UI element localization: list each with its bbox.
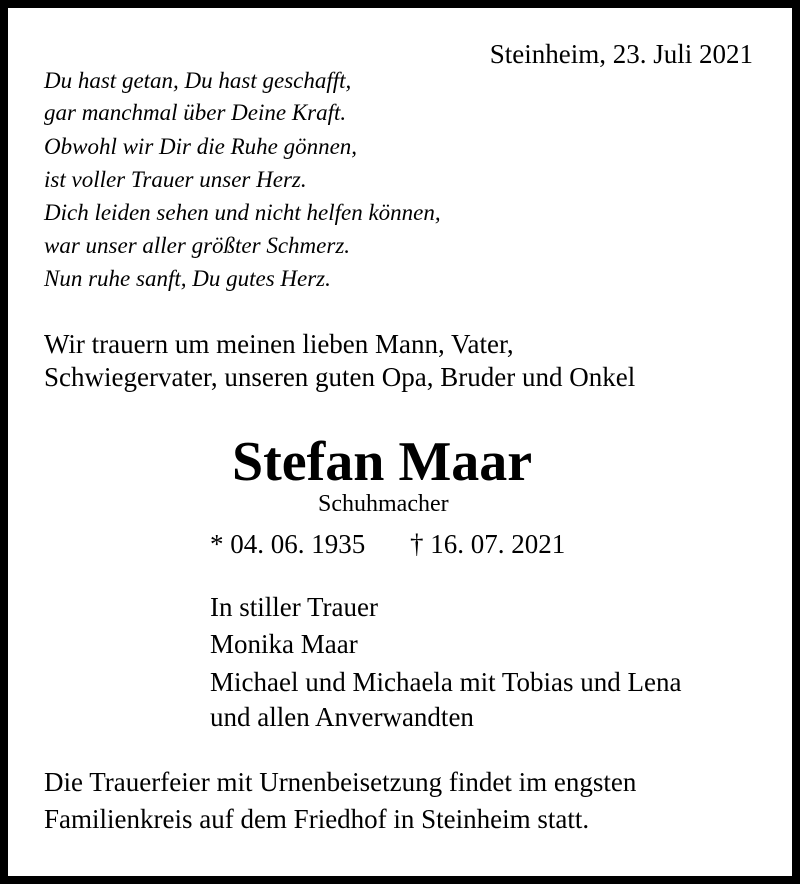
- mourner-line: Michael und Michaela mit Tobias und Lena: [210, 667, 682, 697]
- poem-line: Dich leiden sehen und nicht helfen können,: [44, 200, 441, 225]
- place-date: Steinheim, 23. Juli 2021: [489, 39, 753, 69]
- mourner-line: Monika Maar: [210, 629, 358, 659]
- deceased-occupation: Schuhmacher: [318, 491, 449, 517]
- deceased-name: Stefan Maar: [232, 431, 533, 493]
- intro-line: Wir trauern um meinen lieben Mann, Vater,: [44, 329, 514, 359]
- mourner-line: und allen Anverwandten: [210, 702, 474, 732]
- death-date: † 16. 07. 2021: [410, 529, 566, 559]
- poem-line: Nun ruhe sanft, Du gutes Herz.: [44, 266, 331, 291]
- birth-date: * 04. 06. 1935: [210, 529, 366, 559]
- poem-line: ist voller Trauer unser Herz.: [44, 167, 307, 192]
- mourner-line: In stiller Trauer: [210, 592, 378, 622]
- closing-line: Die Trauerfeier mit Urnenbeisetzung findet im engsten: [44, 767, 637, 797]
- poem-line: Obwohl wir Dir die Ruhe gönnen,: [44, 134, 358, 159]
- intro-line: Schwiegervater, unseren guten Opa, Bruder und Onkel: [44, 362, 636, 392]
- closing-line: Familienkreis auf dem Friedhof in Steinheim statt.: [44, 804, 590, 834]
- poem-line: gar manchmal über Deine Kraft.: [44, 100, 347, 125]
- poem-line: war unser aller größter Schmerz.: [44, 233, 351, 258]
- poem-line: Du hast getan, Du hast geschafft,: [44, 68, 352, 93]
